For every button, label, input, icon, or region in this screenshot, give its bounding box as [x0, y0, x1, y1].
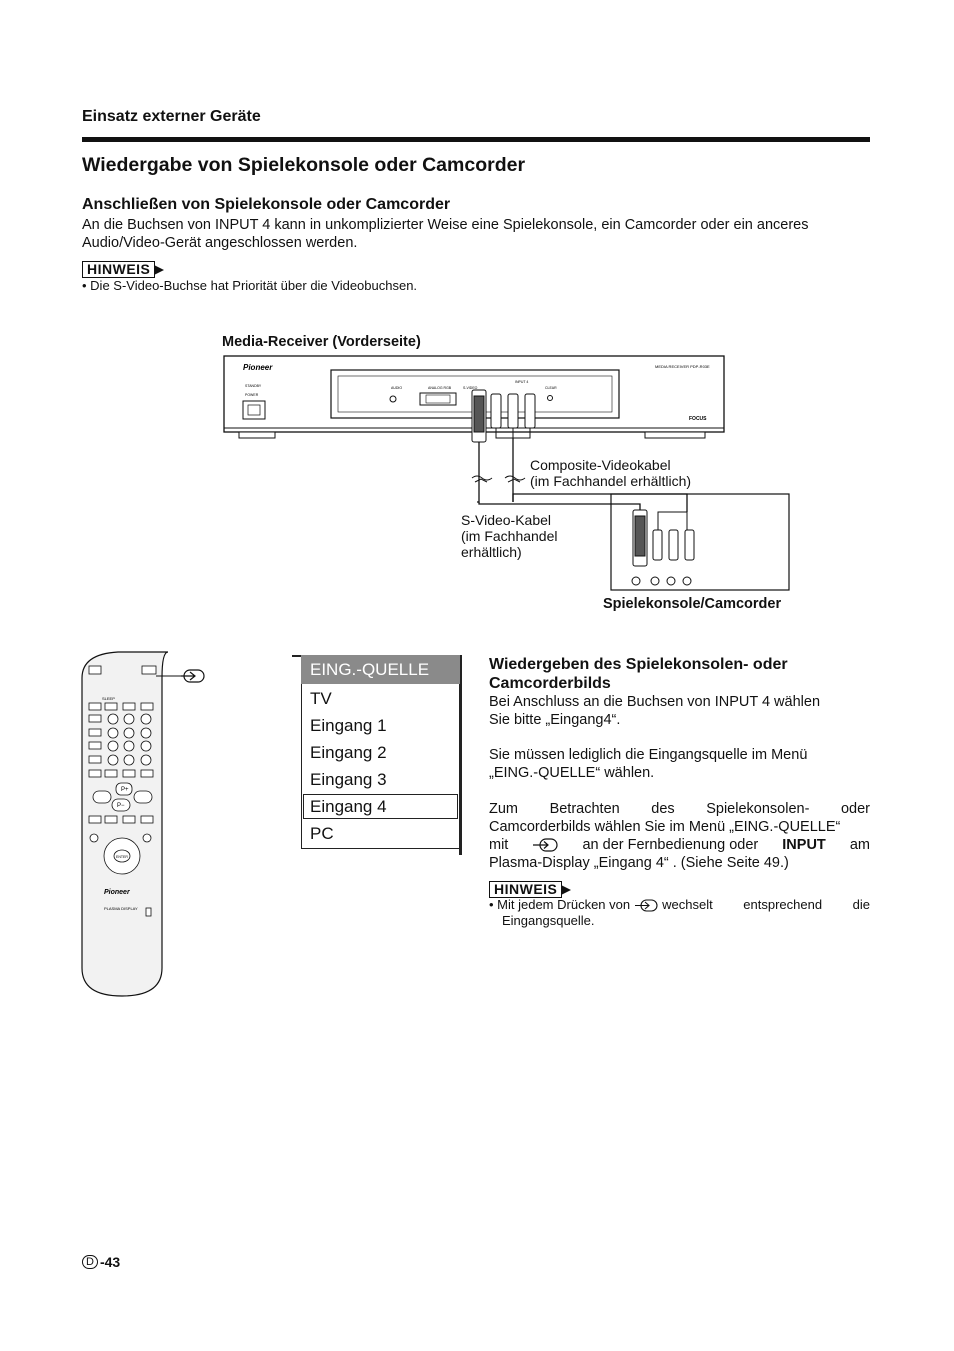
playback-paragraph-1	[489, 693, 870, 729]
p1-line1: Bei Anschluss an die Buchsen von INPUT 4 wählen	[489, 694, 821, 710]
svg-text:AUDIO: AUDIO	[391, 386, 403, 390]
input-button-icon	[181, 670, 204, 682]
remote-p-minus: P−	[117, 803, 125, 809]
connect-text-line1: An die Buchsen von INPUT 4 kann in unkomplizierter Weise eine Spielekonsole, ein Camcorder oder ein anceres	[82, 217, 809, 233]
composite-cable-label-1: Composite-Videokabel	[530, 457, 671, 473]
remote-model: PLASMA DISPLAY	[104, 906, 138, 911]
menu-item-tv[interactable]: TV	[310, 689, 332, 708]
page-letter: D	[82, 1255, 98, 1269]
playback-note-arrow-icon	[561, 885, 571, 895]
page-title: Wiedergabe von Spielekonsole oder Camcorder	[82, 154, 526, 176]
p2-line2: „EING.-QUELLE“ wählen.	[489, 765, 655, 781]
menu-item-eingang-4[interactable]: Eingang 4	[310, 797, 387, 816]
header-rule	[82, 137, 870, 142]
game-console-illustration	[611, 494, 789, 590]
playback-note-badge	[489, 881, 571, 898]
svg-text:CLEAR: CLEAR	[545, 386, 557, 390]
menu-item-eingang-2[interactable]: Eingang 2	[310, 743, 387, 762]
receiver-model: MEDIA RECEIVER PDP-R03E	[655, 364, 710, 369]
playback-heading-line1: Wiedergeben des Spielekonsolen- oder	[489, 656, 788, 673]
svideo-cable-label-2: (im Fachhandel	[461, 528, 558, 544]
svg-text:INPUT 4: INPUT 4	[515, 380, 529, 384]
note-line1: • Mit jedem Drücken von wechselt entsprechend die	[489, 897, 870, 912]
remote-control-illustration	[78, 648, 218, 1000]
playback-note-label: HINWEIS	[489, 881, 562, 898]
p3-line4: Plasma-Display „Eingang 4“ . (Siehe Seite 49.)	[489, 855, 789, 871]
p1-line2: Sie bitte „Eingang4“.	[489, 712, 621, 728]
remote-brand: Pioneer	[104, 889, 130, 896]
svg-text:STANDBY: STANDBY	[245, 384, 262, 388]
remote-enter: ENTER	[116, 855, 128, 859]
remote-p-plus: P+	[121, 787, 129, 793]
page-number-value: -43	[99, 1254, 121, 1270]
connection-diagram	[215, 352, 815, 632]
playback-paragraph-3	[489, 800, 870, 872]
playback-heading-line2: Camcorderbilds	[489, 675, 611, 692]
p3-line2: Camcorderbilds wählen Sie im Menü „EING.-QUELLE“	[489, 819, 841, 835]
note-line2: Eingangsquelle.	[502, 913, 595, 928]
playback-note-text	[489, 897, 870, 929]
connect-text-line2: Audio/Video-Gerät angeschlossen werden.	[82, 235, 358, 251]
svg-text:POWER: POWER	[245, 393, 259, 397]
svideo-cable-label-1: S-Video-Kabel	[461, 512, 552, 528]
note-badge	[82, 261, 164, 278]
page-number	[82, 1254, 120, 1270]
p3-line1: Zum Betrachten des Spielekonsolen- oder	[489, 801, 870, 817]
remote-sleep-label: SLEEP	[102, 696, 115, 701]
section-label: Einsatz externer Geräte	[82, 108, 261, 125]
receiver-brand: Pioneer	[243, 363, 273, 372]
p3-line3: mit an der Fernbedienung oder INPUT am	[489, 837, 870, 853]
menu-item-pc[interactable]: PC	[310, 824, 334, 843]
svg-text:S-VIDEO: S-VIDEO	[463, 386, 478, 390]
playback-paragraph-2	[489, 746, 870, 782]
device-caption: Spielekonsole/Camcorder	[603, 596, 782, 612]
menu-title: EING.-QUELLE	[301, 655, 460, 684]
receiver-focus: FOCUS	[689, 416, 707, 422]
svideo-cable-label-3: erhältlich)	[461, 544, 522, 560]
composite-cable-label-2: (im Fachhandel erhältlich)	[530, 473, 692, 489]
connect-note-text: • Die S-Video-Buchse hat Priorität über die Videobuchsen.	[82, 278, 418, 293]
connect-heading: Anschließen von Spielekonsole oder Camcorder	[82, 196, 451, 213]
playback-heading	[489, 655, 869, 693]
input-icon	[532, 838, 558, 852]
note-arrow-icon	[154, 265, 164, 275]
note-label: HINWEIS	[82, 261, 155, 278]
p2-line1: Sie müssen lediglich die Eingangsquelle im Menü	[489, 747, 808, 763]
menu-shadow	[459, 655, 462, 855]
receiver-caption: Media-Receiver (Vorderseite)	[222, 334, 421, 350]
svg-text:ANALOG RGB: ANALOG RGB	[428, 386, 452, 390]
menu-item-eingang-1[interactable]: Eingang 1	[310, 716, 387, 735]
menu-item-eingang-3[interactable]: Eingang 3	[310, 770, 387, 789]
input-icon	[634, 899, 658, 912]
